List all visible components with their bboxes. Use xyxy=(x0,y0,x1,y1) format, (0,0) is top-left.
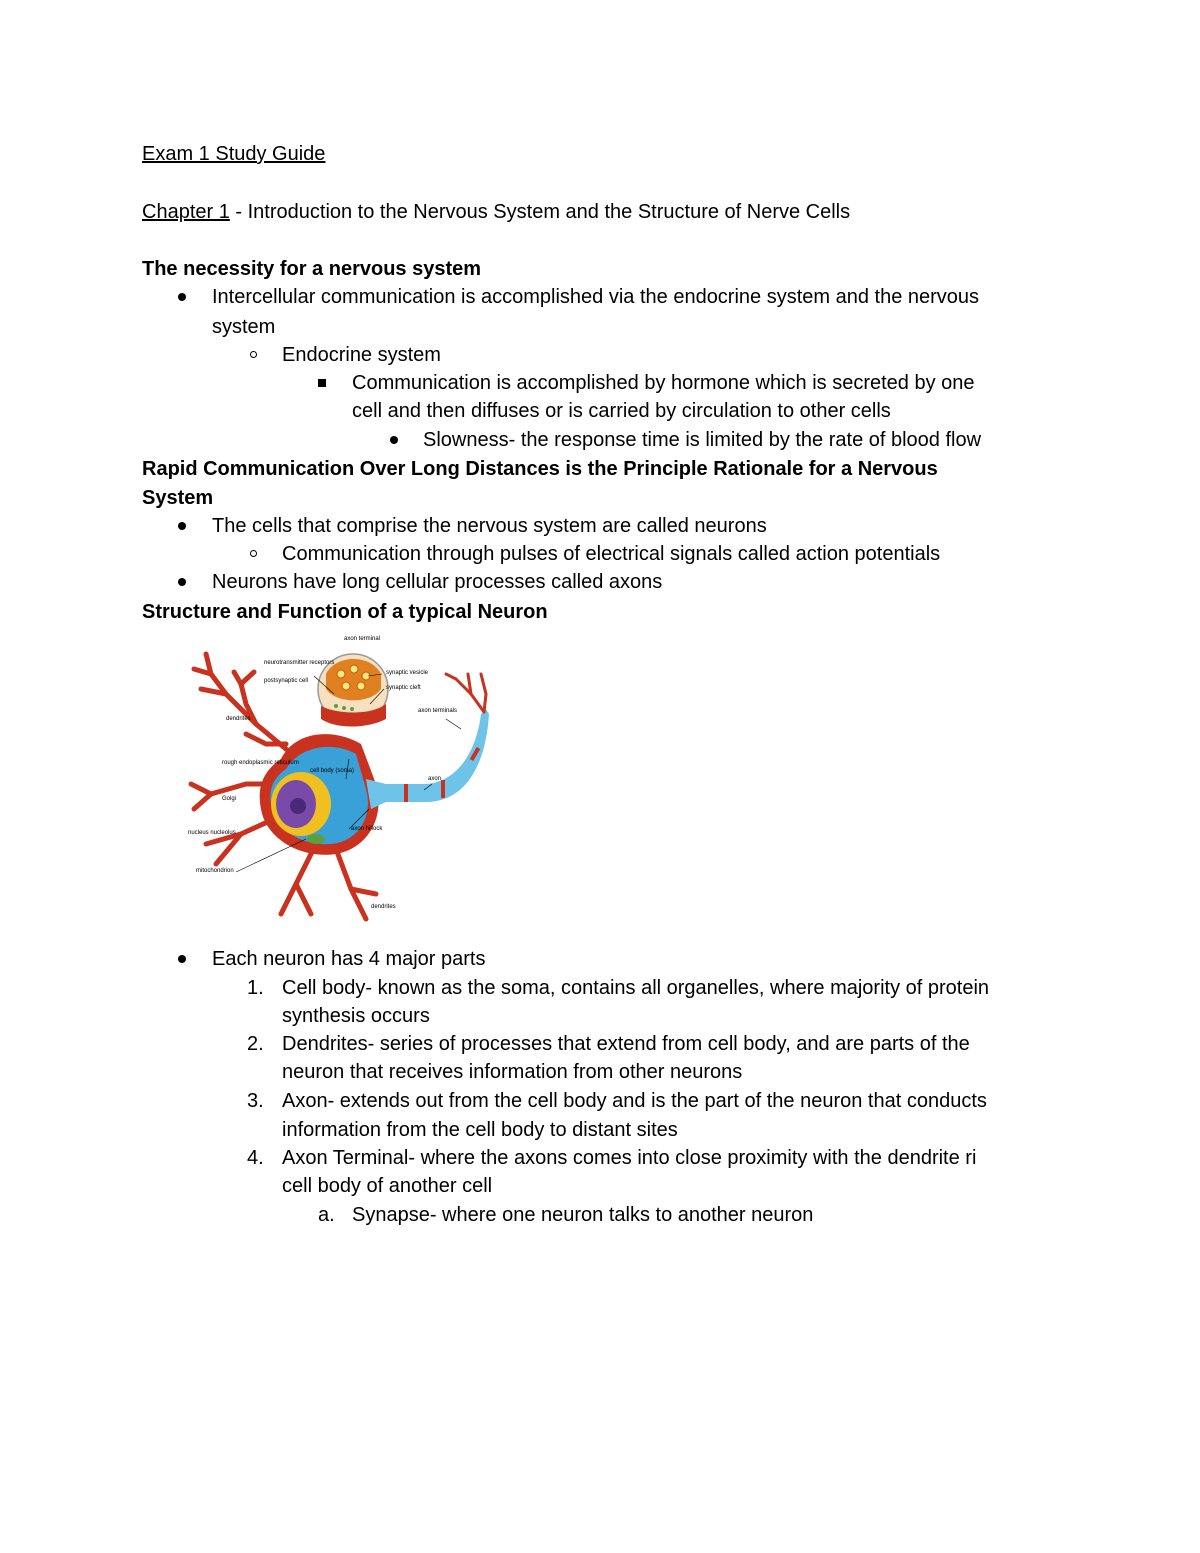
list-item: Each neuron has 4 major parts xyxy=(212,948,486,970)
sub-item: Synapse- where one neuron talks to another neuron xyxy=(352,1204,814,1226)
numbered-item-continued: neuron that receives information from other neurons xyxy=(282,1061,743,1083)
numbered-item-number: 4. xyxy=(247,1147,264,1169)
numbered-item-number: 1. xyxy=(247,977,264,999)
chapter-heading xyxy=(142,198,850,226)
list-item: Slowness- the response time is limited by the rate of blood flow xyxy=(423,429,982,451)
label-receptors: neurotransmitter receptors xyxy=(264,660,335,666)
label-mitochondrion: mitochondrion xyxy=(196,868,234,874)
label-axon-hillock: axon hillock xyxy=(351,826,383,832)
numbered-item-number: 2. xyxy=(247,1033,264,1055)
numbered-item-continued: cell body of another cell xyxy=(282,1175,493,1197)
list-item: The cells that comprise the nervous system are called neurons xyxy=(212,515,767,537)
label-axon-terminals: axon terminals xyxy=(418,708,458,714)
bullet-dot-icon xyxy=(178,293,186,301)
list-item: Communication is accomplished by hormone which is secreted by one xyxy=(352,372,975,394)
bullet-dot-icon xyxy=(178,578,186,586)
section-heading-rapid: Rapid Communication Over Long Distances is the Principle Rationale for a Nervous xyxy=(142,458,938,480)
mitochondrion xyxy=(307,834,325,844)
bullet-square-icon xyxy=(318,379,326,387)
label-cell-body: cell body (soma) xyxy=(310,768,355,774)
section-heading-necessity: The necessity for a nervous system xyxy=(142,258,482,280)
label-axon-terminal-top: axon terminal xyxy=(344,636,381,642)
chapter-label: Chapter 1 xyxy=(142,201,230,223)
section-heading-structure: Structure and Function of a typical Neuron xyxy=(142,601,548,623)
axon-terminal-branches xyxy=(446,674,486,712)
list-item: Intercellular communication is accomplished via the endocrine system and the nervous xyxy=(212,286,980,308)
list-item: Neurons have long cellular processes called axons xyxy=(212,571,663,593)
numbered-item-continued: information from the cell body to distant sites xyxy=(282,1119,678,1141)
neuron-diagram xyxy=(186,634,490,930)
label-nucleus: nucleus nucleolus xyxy=(188,830,236,836)
bullet-dot-icon xyxy=(390,436,398,444)
numbered-item: Axon- extends out from the cell body and is the part of the neuron that conducts xyxy=(282,1090,987,1112)
sub-item-letter: a. xyxy=(318,1204,335,1226)
label-postsynaptic: postsynaptic cell xyxy=(264,678,309,684)
list-item-continued: cell and then diffuses or is carried by circulation to other cells xyxy=(352,400,891,422)
bullet-circle-icon xyxy=(250,550,257,557)
label-golgi: Golgi xyxy=(222,796,237,802)
document-title: Exam 1 Study Guide xyxy=(142,143,326,165)
label-dendrites-bottom: dendrites xyxy=(371,904,396,910)
label-synaptic-cleft: synaptic cleft xyxy=(386,685,421,691)
nucleolus xyxy=(290,798,306,814)
label-dendrites-top: dendrites xyxy=(226,716,251,722)
label-rough-er: rough endoplasmic reticulum xyxy=(222,760,299,766)
list-item: Communication through pulses of electrical signals called action potentials xyxy=(282,543,941,565)
numbered-item-number: 3. xyxy=(247,1090,264,1112)
numbered-item: Cell body- known as the soma, contains all organelles, where majority of protein xyxy=(282,977,990,999)
bullet-dot-icon xyxy=(178,955,186,963)
numbered-item: Dendrites- series of processes that extend from cell body, and are parts of the xyxy=(282,1033,970,1055)
section-heading-rapid-continued: System xyxy=(142,487,214,509)
numbered-item-continued: synthesis occurs xyxy=(282,1005,430,1027)
label-synaptic-vesicle: synaptic vesicle xyxy=(386,670,429,676)
list-item-continued: system xyxy=(212,316,276,338)
label-axon: axon xyxy=(428,776,442,782)
bullet-dot-icon xyxy=(178,522,186,530)
numbered-item: Axon Terminal- where the axons comes into close proximity with the dendrite ri xyxy=(282,1147,977,1169)
bullet-circle-icon xyxy=(250,351,257,358)
chapter-title: - Introduction to the Nervous System and the Structure of Nerve Cells xyxy=(229,201,851,223)
list-item: Endocrine system xyxy=(282,344,441,366)
